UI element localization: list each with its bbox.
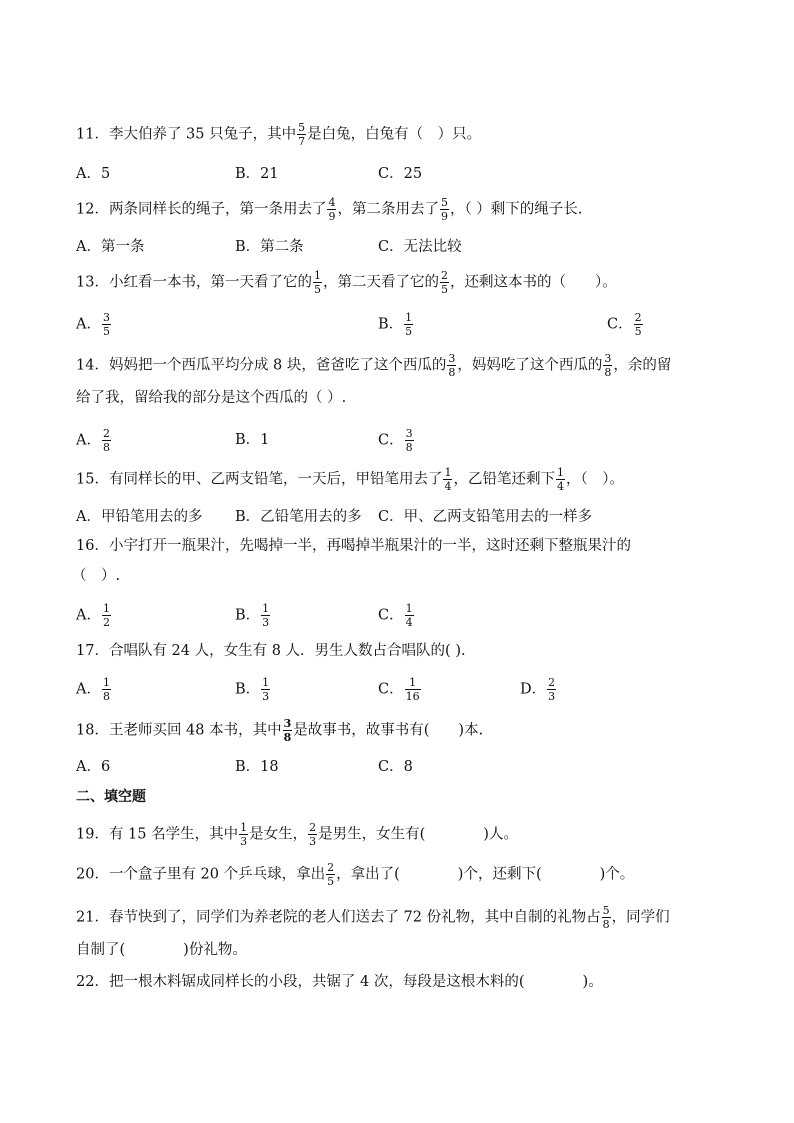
fraction: $\frac{3}{8}$ [283, 717, 292, 744]
option-c[interactable]: C．无法比较 [378, 239, 462, 255]
fraction: $\frac{2}{5}$ [440, 269, 448, 296]
option-a[interactable]: A．6 [76, 759, 111, 775]
option-b[interactable]: B． $\frac{1}{3}$ [235, 602, 270, 629]
option-a[interactable]: A． $\frac{1}{8}$ [76, 676, 110, 703]
option-c[interactable]: C．甲、乙两支铅笔用去的一样多 [378, 509, 593, 525]
fraction: $\frac{1}{5}$ [313, 269, 321, 296]
question-14: 14．妈妈把一个西瓜平均分成 8 块，爸爸吃了这个西瓜的 $\frac{3}{8}$ ，妈妈吃了这个西瓜的 $\frac{3}{8}$ ，余的留 [76, 352, 672, 379]
fraction: $\frac{4}{9}$ [328, 196, 336, 223]
fraction: $\frac{1}{4}$ [444, 466, 452, 493]
option-b[interactable]: B． $\frac{1}{3}$ [235, 676, 270, 703]
fraction: $\frac{3}{8}$ [604, 352, 612, 379]
fraction: $\frac{1}{4}$ [556, 466, 564, 493]
question-18: 18．王老师买回 48 本书，其中 $\frac{3}{8}$ 是故事书，故事书有( )本. [76, 717, 484, 744]
option-b[interactable]: B．18 [235, 759, 279, 775]
option-b[interactable]: B．乙铅笔用去的多 [235, 509, 362, 525]
question-22[interactable]: 22．把一根木料锯成同样长的小段，共锯了 4 次，每段是这根木料的( )。 [76, 974, 603, 990]
option-d[interactable]: D． $\frac{2}{3}$ [520, 676, 556, 703]
question-21: 21．春节快到了，同学们为养老院的老人们送去了 72 份礼物，其中自制的礼物占 $\frac{5}{8}$ ，同学们 [76, 904, 670, 931]
fraction: $\frac{2}{5}$ [327, 861, 335, 888]
fraction: $\frac{5}{8}$ [602, 904, 610, 931]
option-b[interactable]: B． $\frac{1}{5}$ [378, 311, 413, 338]
question-14-line-2: 给了我，留给我的部分是这个西瓜的（ ）. [76, 390, 347, 406]
option-a[interactable]: A． $\frac{3}{5}$ [76, 311, 110, 338]
question-11 [76, 122, 734, 147]
question-21-line-2[interactable]: 自制了( )份礼物。 [76, 942, 247, 958]
option-c[interactable]: C． $\frac{1}{4}$ [378, 602, 413, 629]
question-20: 20．一个盒子里有 20 个乒乓球，拿出 $\frac{2}{5}$ ，拿出了( )个，还剩下( )个。 [76, 861, 635, 888]
question-16: 16．小宇打开一瓶果汁，先喝掉一半，再喝掉半瓶果汁的一半，这时还剩下整瓶果汁的 [76, 538, 631, 554]
fraction: $\frac{1}{3}$ [240, 821, 248, 848]
question-15: 15．有同样长的甲、乙两支铅笔，一天后，甲铅笔用去了 $\frac{1}{4}$ ，乙铅笔还剩下 $\frac{1}{4}$ ，（ ）。 [76, 466, 624, 493]
answer-blank[interactable]: ，拿出了( )个，还剩下( )个。 [336, 866, 635, 883]
answer-blank[interactable]: 是男生，女生有( )人。 [318, 826, 518, 843]
question-12: 12．两条同样长的绳子，第一条用去了 $\frac{4}{9}$ ，第二条用去了 $\frac{5}{9}$ ，（ ）剩下的绳子长. [76, 196, 583, 223]
option-a[interactable]: A．5 [76, 166, 111, 182]
option-c[interactable]: C．8 [378, 759, 413, 775]
fraction: $\frac{2}{3}$ [309, 821, 317, 848]
question-17: 17．合唱队有 24 人，女生有 8 人．男生人数占合唱队的( ). [76, 643, 466, 659]
fraction: $\frac{5}{9}$ [440, 196, 448, 223]
question-13: 13．小红看一本书，第一天看了它的 $\frac{1}{5}$ ，第二天看了它的 $\frac{2}{5}$ ，还剩这本书的（ ）。 [76, 269, 617, 296]
fraction: $\frac{5}{7}$ [298, 121, 306, 148]
option-b[interactable]: B．21 [235, 166, 279, 182]
option-a[interactable]: A． $\frac{1}{2}$ [76, 602, 110, 629]
option-b[interactable]: B．1 [235, 432, 270, 448]
option-b[interactable]: B．第二条 [235, 239, 304, 255]
question-11-text: 11．李大伯养了 35 只兔子，其中 [76, 126, 297, 143]
question-11-text-end: 是白兔，白兔有（ ）只。 [307, 126, 482, 143]
section-title-fill-in: 二、填空题 [76, 789, 146, 805]
option-c[interactable]: C． $\frac{3}{8}$ [378, 427, 413, 454]
fraction: $\frac{3}{8}$ [448, 352, 456, 379]
option-c[interactable]: C．25 [378, 166, 423, 182]
option-a[interactable]: A． $\frac{2}{8}$ [76, 427, 110, 454]
option-a[interactable]: A．第一条 [76, 239, 145, 255]
option-c[interactable]: C． $\frac{2}{5}$ [607, 311, 642, 338]
question-19: 19．有 15 名学生，其中 $\frac{1}{3}$ 是女生， $\frac{2}{3}$ 是男生，女生有( )人。 [76, 821, 518, 848]
option-c[interactable]: C． $\frac{1}{16}$ [378, 676, 420, 703]
question-16-line-2: （ ）. [72, 568, 121, 584]
option-a[interactable]: A．甲铅笔用去的多 [76, 509, 203, 525]
